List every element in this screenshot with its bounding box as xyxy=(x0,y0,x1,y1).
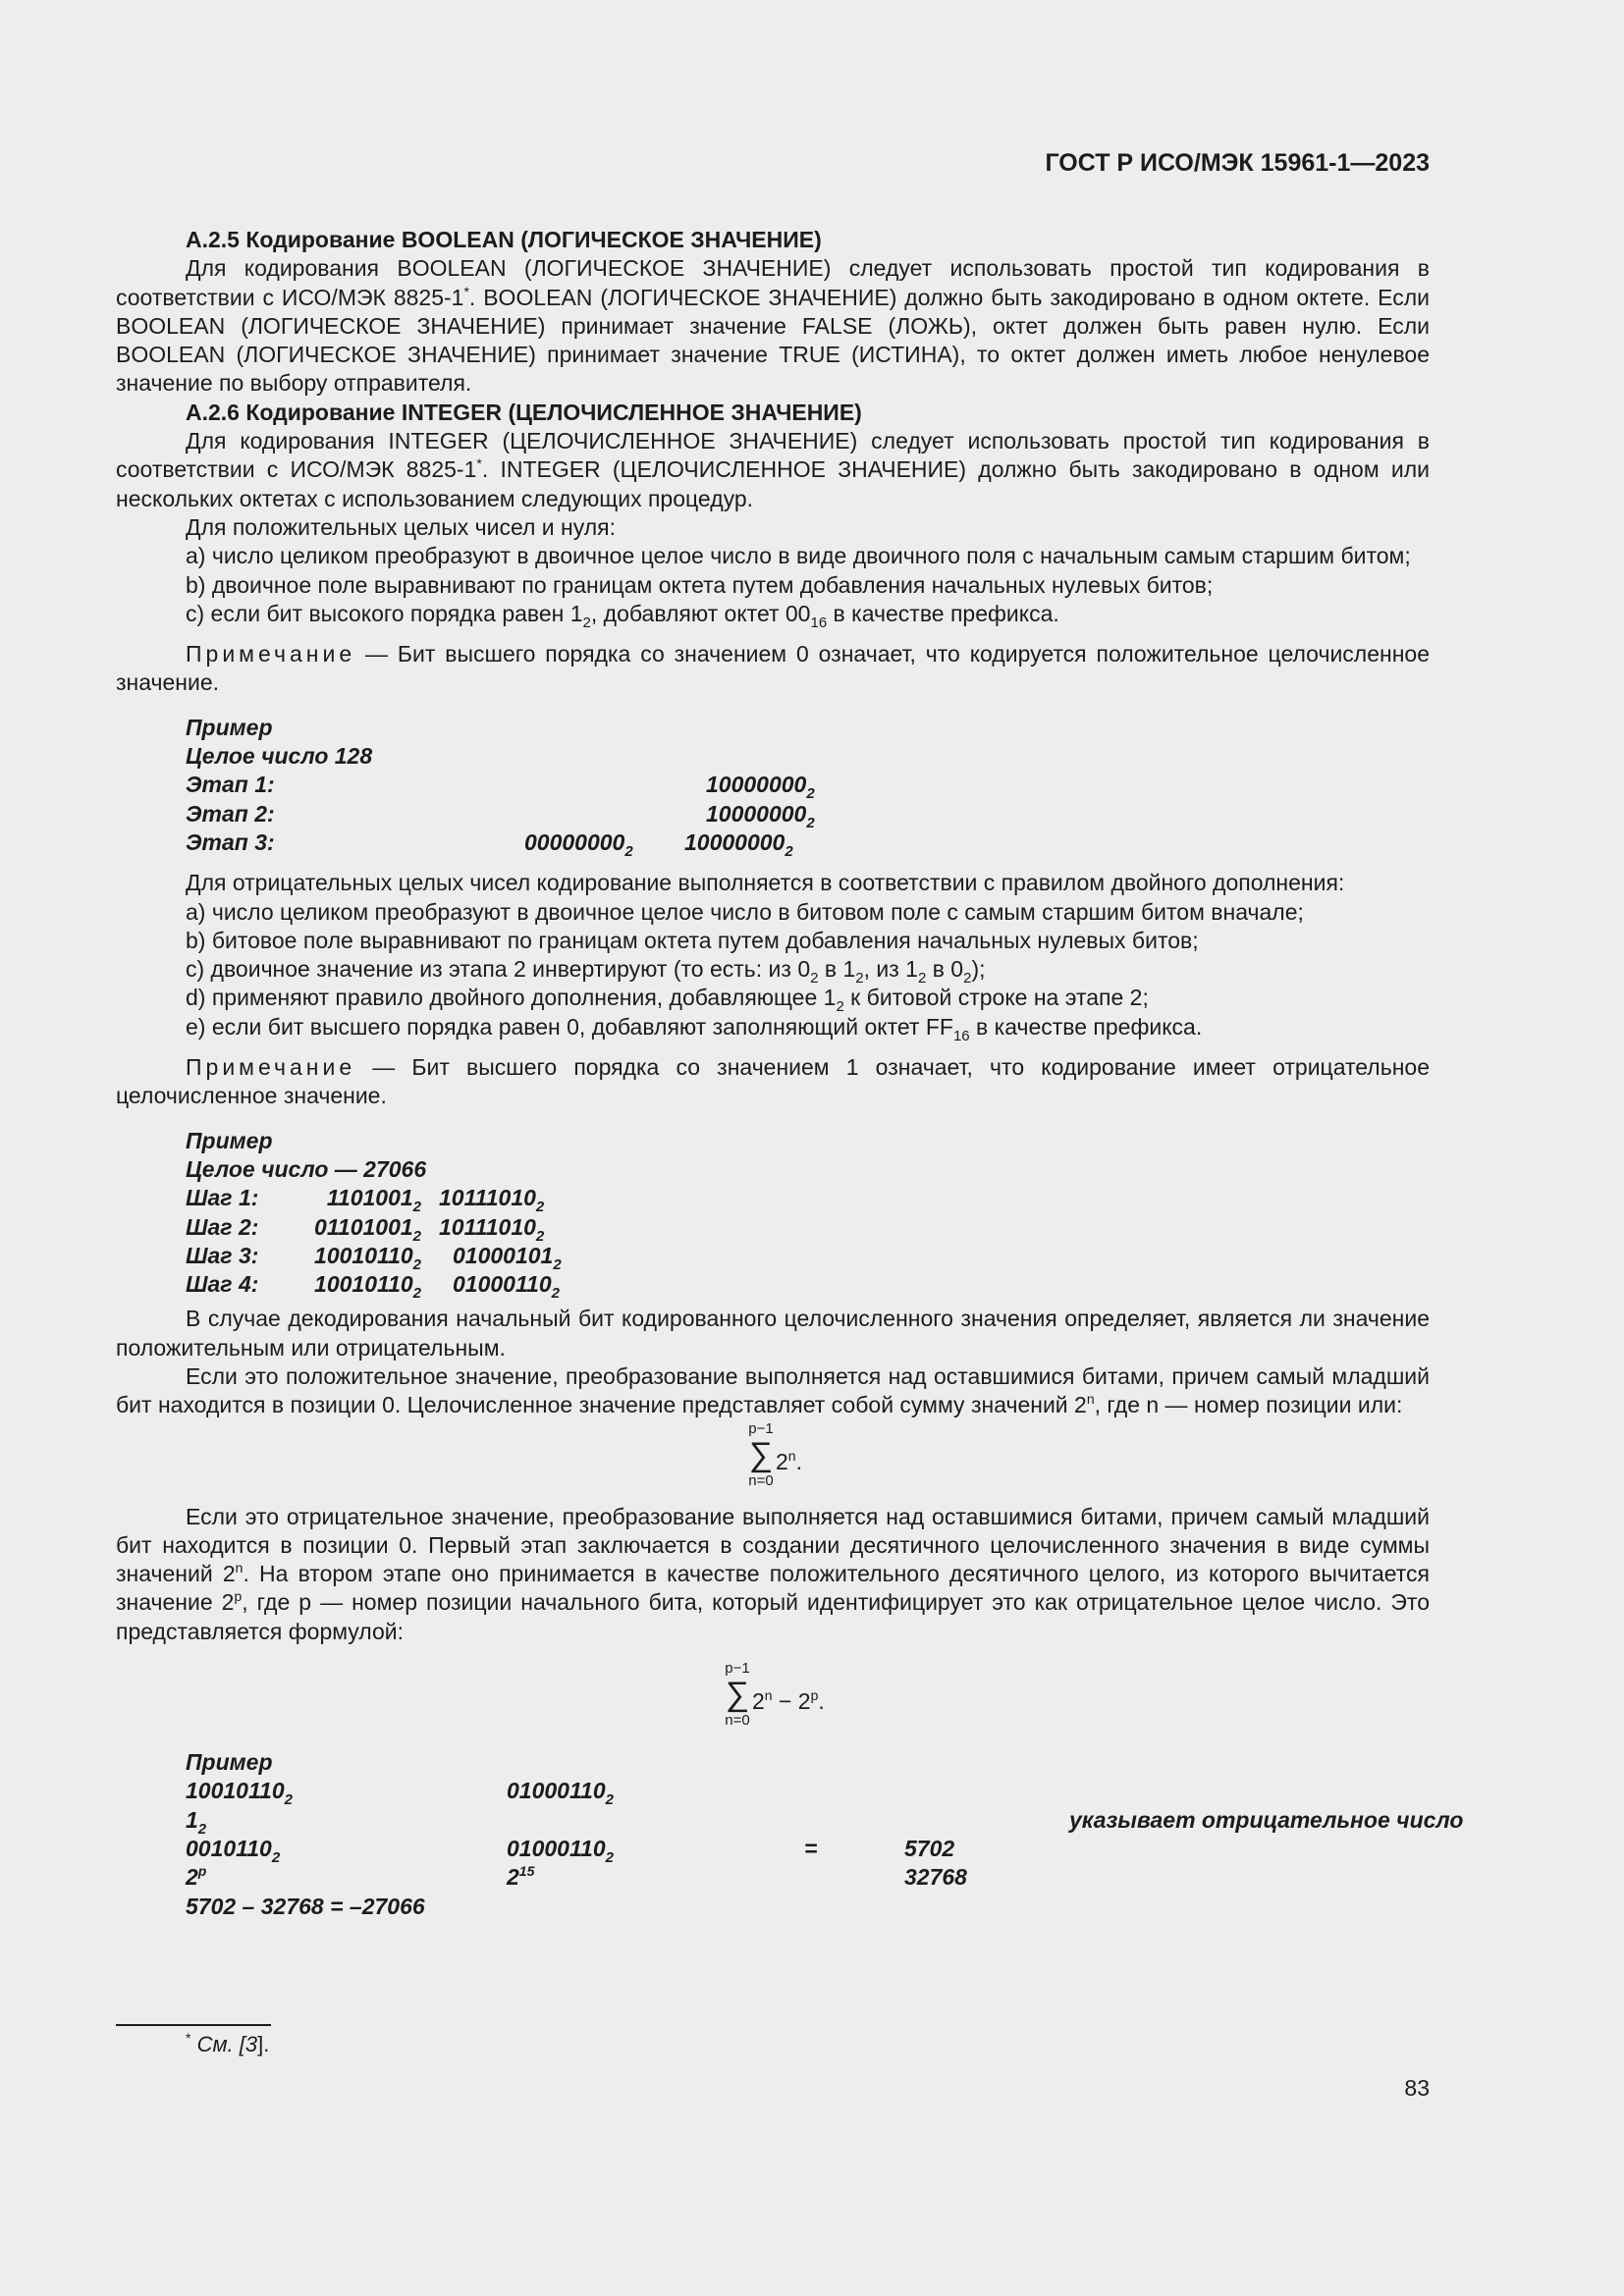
example-row: $10010110_2$ $01000110_2$ xyxy=(186,1778,614,1809)
section-heading-a25: А.2.5 Кодирование BOOLEAN (ЛОГИЧЕСКОЕ ЗНАЧЕНИЕ) xyxy=(186,227,822,252)
paragraph: Для отрицательных целых чисел кодирование выполняется в соответствии с правилом двойного дополнения: xyxy=(186,870,1345,896)
example-title: Пример xyxy=(186,714,273,740)
example-row: $1_2$ указывает отрицательное число xyxy=(186,1806,1464,1838)
list-item: с) если бит высокого порядка равен $1_2$, добавляют октет $00_{16}$ в качестве префикса. xyxy=(186,600,1059,631)
example-row: 5702 – 32768 = –27066 xyxy=(186,1893,425,1919)
example-block xyxy=(186,1127,1430,1303)
example-title: Пример xyxy=(186,1127,273,1153)
list-item: b) битовое поле выравнивают по границам октета путем добавления начальных нулевых битов; xyxy=(186,927,1199,953)
example-block xyxy=(186,714,1430,860)
sum-formula: p−1 ∑ n=0 2$^n$. xyxy=(748,1419,802,1489)
list-item: а) число целиком преобразуют в двоичное целое число в битовом поле с самым старшим битом вначале; xyxy=(186,898,1304,925)
page-header: ГОСТ Р ИСО/МЭК 15961-1—2023 xyxy=(1045,149,1430,177)
paragraph: В случае декодирования начальный бит кодированного целочисленного значения определяет, является ли значение положительным или отрицательным. xyxy=(116,1306,1430,1361)
list-item: b) двоичное поле выравнивают по границам октета путем добавления начальных нулевых битов; xyxy=(186,571,1214,598)
example-subtitle: Целое число 128 xyxy=(186,743,373,770)
body-text xyxy=(116,226,1464,1921)
list-item: а) число целиком преобразуют в двоичное целое число в виде двоичного поля с начальным самым старшим битом; xyxy=(186,543,1411,569)
example-row: Шаг 1: $1101001_2$ $10111010_2$ xyxy=(186,1185,545,1216)
list-item: е) если бит высшего порядка равен 0, добавляют заполняющий октет $FF_{16}$ в качестве префикса. xyxy=(186,1013,1203,1044)
section-heading-a26: А.2.6 Кодирование INTEGER (ЦЕЛОЧИСЛЕННОЕ ЗНАЧЕНИЕ) xyxy=(186,399,862,425)
paragraph: Для кодирования BOOLEAN (ЛОГИЧЕСКОЕ ЗНАЧЕНИЕ) следует использовать простой тип кодирования в соответствии с ИСО/МЭК 8825-1*. BOOLEAN (ЛОГИЧЕСКОЕ ЗНАЧЕНИЕ) должно быть закодировано в одном октете. Если BOOLEAN (ЛОГИЧЕСКОЕ ЗНАЧЕНИЕ) принимает значение FALSE (ЛОЖЬ), октет должен быть равен нулю. Если BOOLEAN (ЛОГИЧЕСКОЕ ЗНАЧЕНИЕ) принимает значение TRUE (ИСТИНА), то октет должен иметь любое ненулевое значение по выбору отправителя. xyxy=(116,255,1431,397)
example-row: $0010110_2$ $01000110_2$ = 5702 xyxy=(186,1835,955,1866)
note: Примечание — Бит высшего порядка со значением 1 означает, что кодирование имеет отрицательное целочисленное значение. xyxy=(116,1054,1430,1109)
paragraph: Для кодирования INTEGER (ЦЕЛОЧИСЛЕННОЕ ЗНАЧЕНИЕ) следует использовать простой тип кодирования в соответствии с ИСО/МЭК 8825-1*. INTEGER (ЦЕЛОЧИСЛЕННОЕ ЗНАЧЕНИЕ) должно быть закодировано в одном или нескольких октетах с использованием следующих процедур. xyxy=(116,428,1430,511)
paragraph: Если это положительное значение, преобразование выполняется над оставшимися битами, причем самый младший бит находится в позиции 0. Целочисленное значение представляет собой сумму значений 2$^n$, где n — номер позиции или: xyxy=(116,1362,1430,1418)
paragraph: Если это отрицательное значение, преобразование выполняется над оставшимися битами, причем самый младший бит находится в позиции 0. Первый этап заключается в создании десятичного целочисленного значения в виде суммы значений 2$^n$. На втором этапе оно принимается в качестве положительного десятичного целого, из которого вычитается значение 2$^p$, где р — номер позиции начального бита, который идентифицирует это как отрицательное целое число. Это представляется формулой: xyxy=(116,1503,1431,1644)
footnote-divider xyxy=(116,2024,271,2026)
example-row: Этап 1: $10000000_2$ xyxy=(186,772,815,803)
list-item: с) двоичное значение из этапа 2 инвертируют (то есть: из $0_2$ в $1_2$, из $1_2$ в $0_2$); xyxy=(186,956,986,988)
example-row: 2$^p$ $2^{15}$ 32768 xyxy=(186,1863,967,1891)
example-row: Этап 3: $00000000_2$ $10000000_2$ xyxy=(186,828,793,860)
page-number: 83 xyxy=(1404,2075,1430,2101)
example-row: Шаг 4: $10010110_2$ $01000110_2$ xyxy=(186,1271,560,1303)
example-row: Этап 2: $10000000_2$ xyxy=(186,800,815,831)
footnote: * См. [3]. xyxy=(186,2030,270,2056)
example-row: Шаг 3: $10010110_2$ $01000101_2$ xyxy=(186,1242,562,1273)
note: Примечание — Бит высшего порядка со значением 0 означает, что кодируется положительное целочисленное значение. xyxy=(116,641,1430,696)
list-item: d) применяют правило двойного дополнения, добавляющее $1_2$ к битовой строке на этапе 2; xyxy=(186,985,1149,1016)
paragraph: Для положительных целых чисел и нуля: xyxy=(186,513,617,540)
example-row: Шаг 2: $01101001_2$ $10111010_2$ xyxy=(186,1213,545,1245)
example-subtitle: Целое число — 27066 xyxy=(186,1155,427,1182)
example-block xyxy=(186,1748,1464,1921)
difference-formula: p−1 ∑ n=0 $2^n - 2^p$. xyxy=(725,1660,825,1730)
example-title: Пример xyxy=(186,1749,273,1776)
